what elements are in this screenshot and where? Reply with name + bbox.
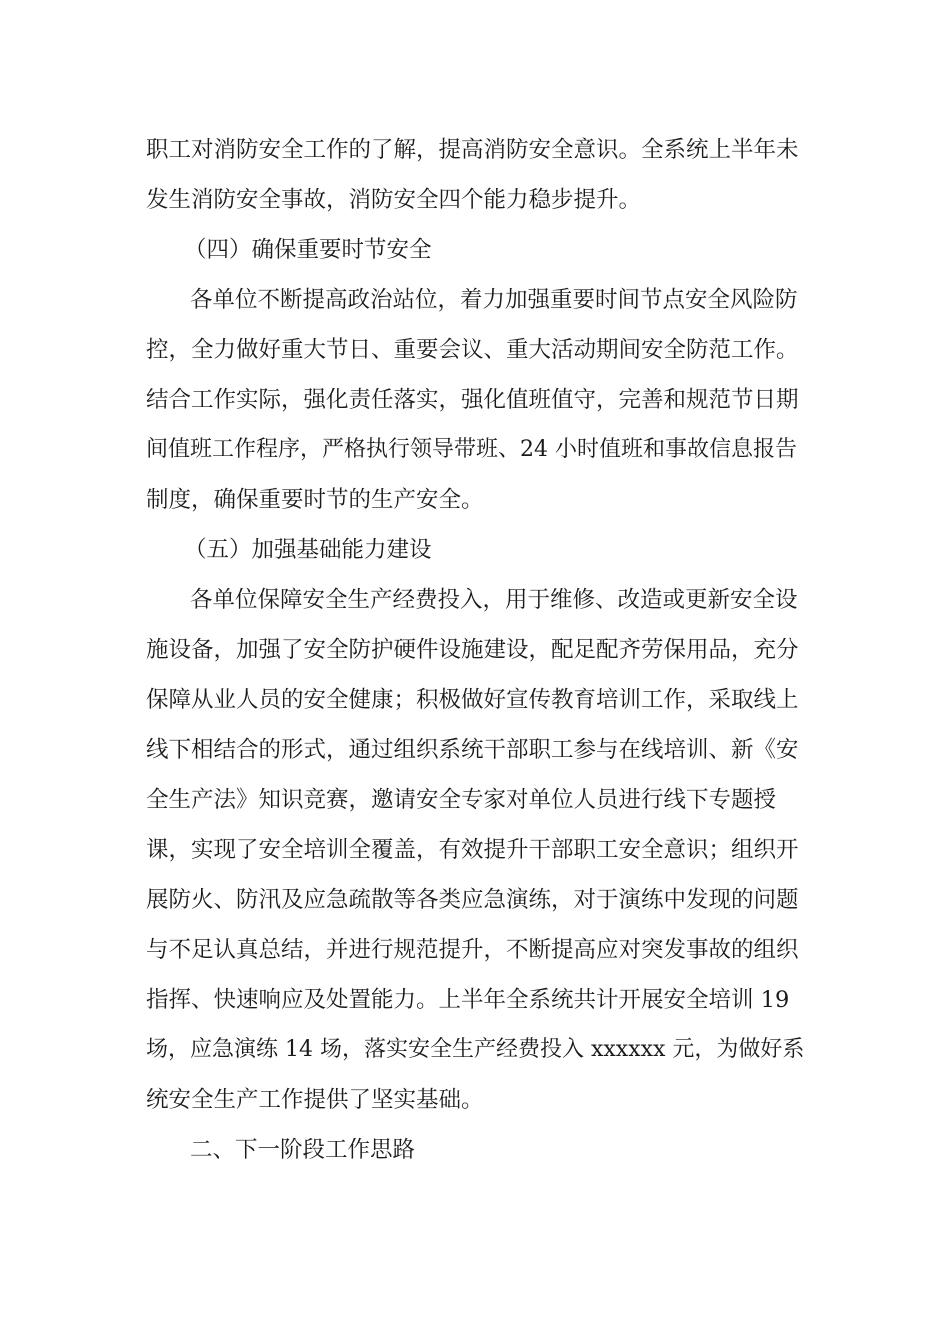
heading-text: 二、下一阶段工作思路 xyxy=(190,1137,416,1163)
text-line xyxy=(0,732,950,768)
line-text: 控，全力做好重大节日、重要会议、重大活动期间安全防范工作。 xyxy=(146,337,799,363)
text-line xyxy=(0,982,950,1018)
text-line xyxy=(0,182,950,218)
text-line xyxy=(0,482,950,518)
line-text: 场，应急演练 14 场，落实安全生产经费投入 xxxxxx 元，为做好系 xyxy=(146,1037,805,1062)
text-line xyxy=(0,582,950,618)
line-text: 课，实现了安全培训全覆盖，有效提升干部职工安全意识；组织开 xyxy=(146,837,799,863)
line-text: 线下相结合的形式，通过组织系统干部职工参与在线培训、新《安 xyxy=(146,737,799,763)
text-line xyxy=(0,932,950,968)
line-text: 全生产法》知识竞赛，邀请安全专家对单位人员进行线下专题授 xyxy=(146,787,777,813)
text-line xyxy=(0,832,950,868)
line-text: 职工对消防安全工作的了解，提高消防安全意识。全系统上半年未 xyxy=(146,137,799,163)
text-line xyxy=(0,782,950,818)
line-text: 各单位不断提高政治站位，着力加强重要时间节点安全风险防 xyxy=(190,287,798,313)
section-heading xyxy=(0,232,950,268)
line-text: 统安全生产工作提供了坚实基础。 xyxy=(146,1087,484,1113)
heading-text: （四）确保重要时节安全 xyxy=(184,237,432,263)
text-line xyxy=(0,882,950,918)
line-text: 保障从业人员的安全健康；积极做好宣传教育培训工作，采取线上 xyxy=(146,687,799,713)
line-text: 施设备，加强了安全防护硬件设施建设，配足配齐劳保用品，充分 xyxy=(146,637,799,663)
line-text: 展防火、防汛及应急疏散等各类应急演练，对于演练中发现的问题 xyxy=(146,887,799,913)
line-text: 间值班工作程序，严格执行领导带班、24 小时值班和事故信息报告 xyxy=(146,437,797,462)
line-text: 发生消防安全事故，消防安全四个能力稳步提升。 xyxy=(146,187,642,213)
line-text: 制度，确保重要时节的生产安全。 xyxy=(146,487,484,513)
line-text: 结合工作实际，强化责任落实，强化值班值守，完善和规范节日期 xyxy=(146,387,799,413)
line-text: 与不足认真总结，并进行规范提升，不断提高应对突发事故的组织 xyxy=(146,937,799,963)
text-line xyxy=(0,1032,950,1068)
text-line xyxy=(0,332,950,368)
text-line xyxy=(0,132,950,168)
text-line xyxy=(0,432,950,468)
line-text: 指挥、快速响应及处置能力。上半年全系统共计开展安全培训 19 xyxy=(146,987,790,1013)
text-line xyxy=(0,1082,950,1118)
heading-text: （五）加强基础能力建设 xyxy=(184,537,432,563)
text-line xyxy=(0,282,950,318)
line-text: 各单位保障安全生产经费投入，用于维修、改造或更新安全设 xyxy=(190,587,798,613)
section-heading xyxy=(0,1132,950,1168)
text-line xyxy=(0,632,950,668)
text-line xyxy=(0,682,950,718)
text-line xyxy=(0,382,950,418)
section-heading xyxy=(0,532,950,568)
